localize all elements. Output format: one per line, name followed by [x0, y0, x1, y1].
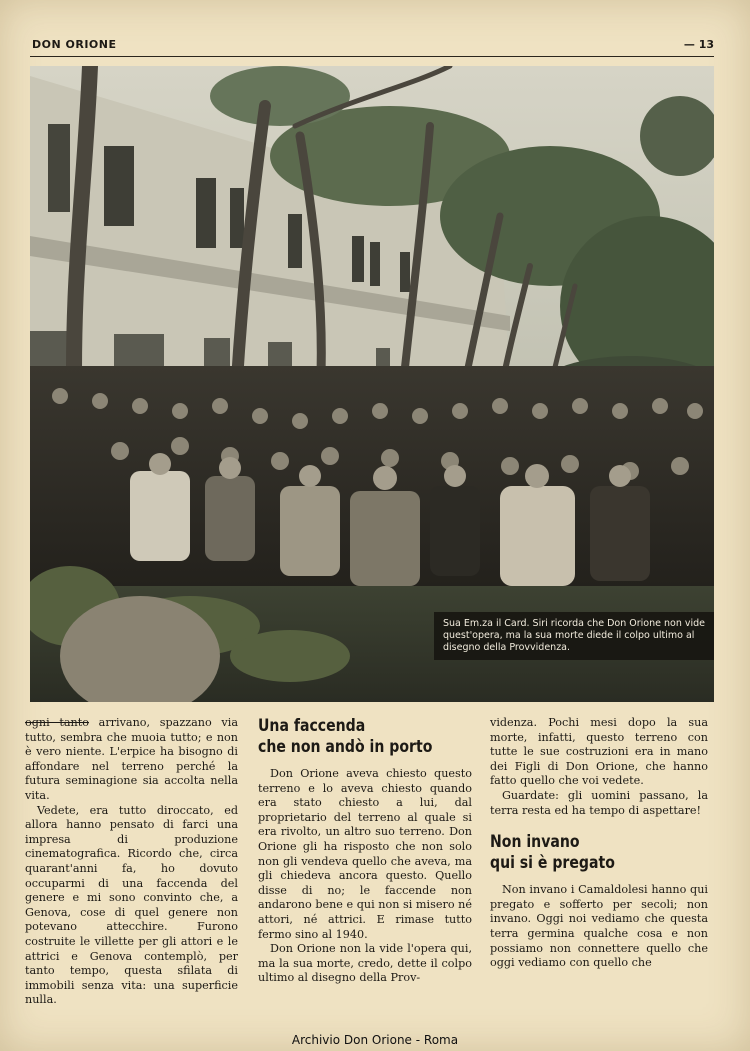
section-heading-line: Una faccenda [258, 716, 366, 736]
paragraph: Guardate: gli uomini passano, la terra resta ed ha tempo di aspettare! [490, 788, 708, 817]
paragraph: Non invano i Camaldolesi hanno qui pregato e sofferto per secoli; non invano. Oggi noi vediamo che questa terra germina qualche cosa e non possiamo non connettere quello che oggi vediamo con quello che [490, 883, 708, 970]
section-heading-line: qui si è pregato [490, 853, 615, 874]
section-heading [258, 716, 455, 758]
outdoor-gathering-photo [30, 66, 714, 702]
photo-illustration [30, 66, 714, 702]
archive-footer: Archivio Don Orione - Roma [291, 1033, 459, 1047]
article-column-3 [490, 716, 708, 971]
struck-text: ogni tanto [25, 716, 89, 729]
page-number: — 13 [683, 38, 714, 51]
section-heading-line: che non andò in porto [258, 737, 433, 757]
paragraph-text: arrivano, spazzano via tutto, sembra che muoia tutto; e non è vero niente. L'erpice ha bisogno di affondare nel terreno perché la futura seminagione sia accolta nella vita. [25, 716, 238, 802]
paragraph: videnza. Pochi mesi dopo la sua morte, infatti, questo terreno con tutte le sue costruzioni era in mano dei Figli di Don Orione, che hanno fatto quello che voi vedete. [490, 716, 708, 788]
article-column-2 [258, 716, 472, 986]
article-column-1 [25, 716, 238, 1008]
paragraph: Don Orione non la vide l'opera qui, ma la sua morte, credo, dette il colpo ultimo al disegno della Prov- [258, 942, 472, 985]
paragraph: Vedete, era tutto diroccato, ed allora hanno pensato di farci una impresa di produzione cinematografica. Ricordo che, circa quarant'anni fa, ho dovuto occuparmi di una faccenda del genere e mi sono convinto che, a Genova, cose di quel genere non potevano attecchire. Furono costruite le villette per gli attori e le attrici e Genova contemplò, per tanto tempo, questa sfilata di immobili senza vita: una superficie nulla. [25, 803, 238, 1007]
paragraph [25, 716, 238, 804]
section-heading [490, 832, 691, 874]
running-head: DON ORIONE [32, 38, 117, 51]
section-heading-line: Non invano [490, 832, 580, 853]
paragraph: Don Orione aveva chiesto questo terreno e lo aveva chiesto quando era stato chiesto a lui, dal proprietario del terreno al quale si era rivolto, un altro suo terreno. Don Orione gli ha risposto che non solo non gli vendeva quello che aveva, ma gli chiedeva ancora questo. Quello disse di no; le faccende non andarono bene e qui non si misero né attori, né attrici. E rimase tutto fermo sino al 1940. [258, 767, 472, 941]
photo-caption: Sua Em.za il Card. Siri ricorda che Don Orione non vide quest'opera, ma la sua morte diede il colpo ultimo al disegno della Provvidenza. [434, 612, 714, 660]
page-header [30, 36, 714, 57]
